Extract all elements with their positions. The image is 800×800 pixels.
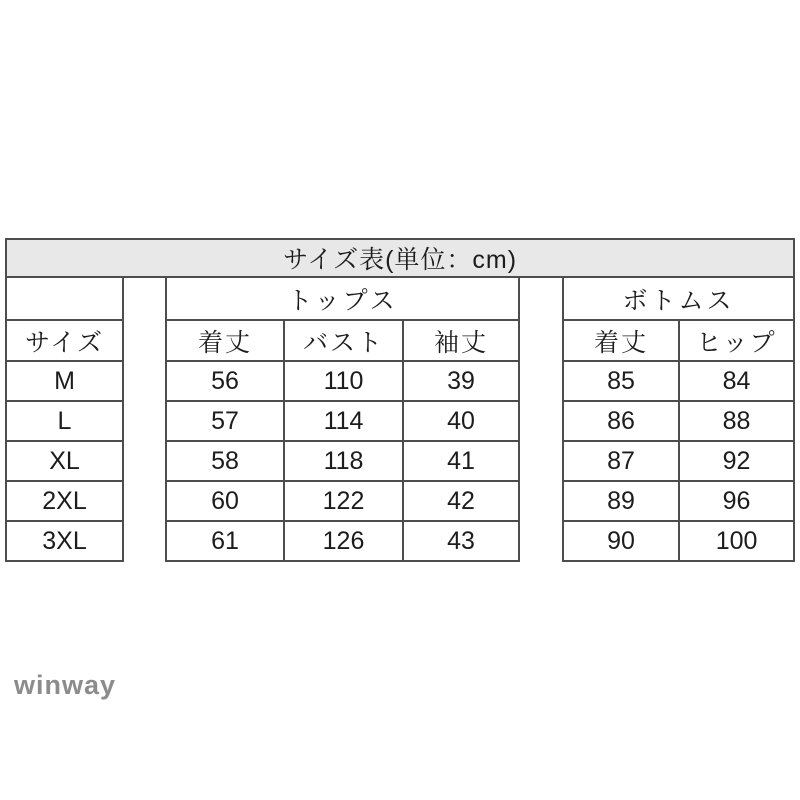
corner-empty-cell: [6, 277, 123, 320]
spacer-cell: [519, 481, 563, 521]
measurement-cell: 88: [679, 401, 794, 441]
group-header-tops: トップス: [166, 277, 519, 320]
measurement-cell: 57: [166, 401, 284, 441]
measurement-cell: 58: [166, 441, 284, 481]
size-label-cell: M: [6, 361, 123, 401]
measurement-cell: 85: [563, 361, 679, 401]
measurement-cell: 122: [284, 481, 403, 521]
measurement-cell: 60: [166, 481, 284, 521]
measurement-cell: 89: [563, 481, 679, 521]
measurement-cell: 87: [563, 441, 679, 481]
measurement-cell: 40: [403, 401, 519, 441]
group-header-row: [6, 277, 794, 320]
col-header-tops-bust: バスト: [284, 320, 403, 361]
measurement-cell: 39: [403, 361, 519, 401]
spacer-cell: [519, 401, 563, 441]
col-header-tops-sleeve: 袖丈: [403, 320, 519, 361]
col-header-size: サイズ: [6, 320, 123, 361]
col-header-bottoms-length: 着丈: [563, 320, 679, 361]
measurement-cell: 100: [679, 521, 794, 561]
spacer-cell: [123, 361, 166, 401]
spacer-cell: [123, 441, 166, 481]
size-chart-title: サイズ表(単位：cm): [6, 239, 794, 277]
size-row-M: [6, 361, 794, 401]
col-header-bottoms-hip: ヒップ: [679, 320, 794, 361]
measurement-cell: 96: [679, 481, 794, 521]
spacer-cell: [123, 320, 166, 361]
size-label-cell: XL: [6, 441, 123, 481]
measurement-cell: 86: [563, 401, 679, 441]
measurement-cell: 114: [284, 401, 403, 441]
spacer-cell: [123, 401, 166, 441]
measurement-cell: 126: [284, 521, 403, 561]
spacer-cell: [519, 361, 563, 401]
size-label-cell: 2XL: [6, 481, 123, 521]
measurement-cell: 43: [403, 521, 519, 561]
watermark-winway: winway: [14, 670, 117, 700]
size-row-2XL: [6, 481, 794, 521]
spacer-cell: [519, 277, 563, 320]
measurement-cell: 92: [679, 441, 794, 481]
spacer-cell: [123, 277, 166, 320]
spacer-cell: [519, 521, 563, 561]
size-row-L: [6, 401, 794, 441]
spacer-cell: [519, 441, 563, 481]
size-label-cell: L: [6, 401, 123, 441]
measurement-cell: 42: [403, 481, 519, 521]
size-chart-table: [5, 238, 795, 562]
title-row: [6, 239, 794, 277]
col-header-tops-length: 着丈: [166, 320, 284, 361]
spacer-cell: [519, 320, 563, 361]
measurement-cell: 61: [166, 521, 284, 561]
spacer-cell: [123, 481, 166, 521]
group-header-bottoms: ボトムス: [563, 277, 794, 320]
size-row-3XL: [6, 521, 794, 561]
spacer-cell: [123, 521, 166, 561]
measurement-cell: 84: [679, 361, 794, 401]
measurement-cell: 118: [284, 441, 403, 481]
measurement-cell: 56: [166, 361, 284, 401]
measurement-cell: 90: [563, 521, 679, 561]
size-row-XL: [6, 441, 794, 481]
measurement-cell: 41: [403, 441, 519, 481]
measurement-cell: 110: [284, 361, 403, 401]
column-header-row: [6, 320, 794, 361]
size-label-cell: 3XL: [6, 521, 123, 561]
